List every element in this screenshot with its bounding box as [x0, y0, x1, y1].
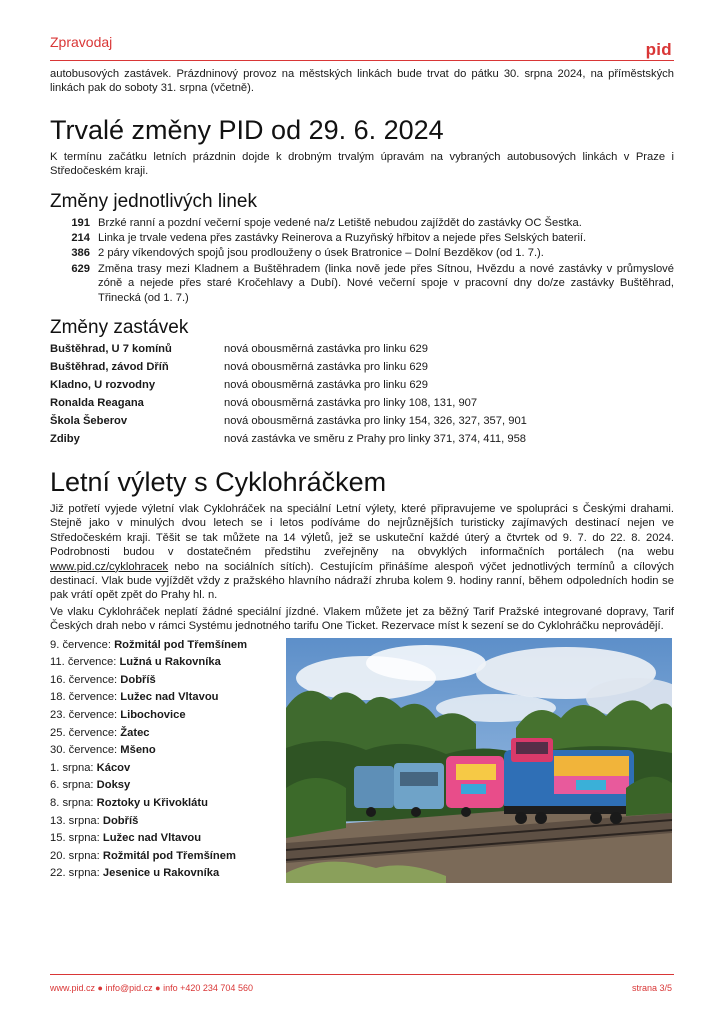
stop-name: Škola Šeberov	[50, 414, 128, 427]
trip-date: 9. července:	[50, 638, 111, 651]
trip-item	[50, 637, 290, 655]
trip-destination: Lužná u Rakovníka	[119, 656, 221, 669]
stop-description: nová obousměrná zastávka pro linky 108, 131, 907	[224, 396, 478, 409]
trip-date: 23. července:	[50, 709, 118, 722]
line-changes-heading: Změny jednotlivých linek	[50, 190, 257, 212]
page-number: strana 3/5	[631, 983, 672, 993]
trip-destination: Rožmitál pod Třemšínem	[114, 638, 248, 651]
trip-date: 8. srpna:	[50, 797, 94, 809]
trip-item	[50, 848, 290, 866]
trip-destination: Jesenice u Rakovníka	[102, 867, 220, 880]
trip-destination: Roztoky u Křivoklátu	[96, 797, 208, 809]
stop-name: Buštěhrad, závod Dříň	[50, 360, 169, 373]
summer-trips-paragraph	[50, 502, 674, 603]
trip-date: 30. července:	[50, 744, 118, 757]
stop-description: nová obousměrná zastávka pro linky 154, 326, 327, 357, 901	[224, 414, 527, 427]
footer-contacts	[50, 983, 253, 993]
line-change-text: Linka je trvale vedena přes zastávky Reinerova a Ruzyňský hřbitov a nejede přes Selských baterií.	[98, 232, 587, 245]
trip-date: 1. srpna:	[50, 761, 94, 774]
stop-description: nová zastávka ve směru z Prahy pro linky 371, 374, 411, 958	[224, 432, 527, 445]
trip-destination: Kácov	[96, 761, 131, 774]
trip-item	[50, 707, 290, 725]
trip-item	[50, 654, 290, 672]
summer-trips-heading: Letní výlety s Cyklohráčkem	[50, 467, 387, 497]
footer-separator: ●	[97, 983, 103, 993]
stop-name: Ronalda Reagana	[50, 396, 144, 409]
trip-date: 16. července:	[50, 673, 118, 686]
train-illustration	[286, 638, 672, 883]
trip-item	[50, 689, 290, 707]
trip-destination: Lužec nad Vltavou	[120, 691, 219, 704]
trip-item	[50, 795, 290, 813]
trip-item	[50, 742, 290, 760]
footer-separator: ●	[155, 983, 161, 993]
line-change-text: Brzké ranní a pozdní večerní spoje vedené na/z Letiště nebudou zajíždět do zastávky OC Šestka.	[98, 216, 582, 229]
header-section-title: Zpravodaj	[50, 34, 113, 50]
stop-description: nová obousměrná zastávka pro linku 629	[224, 343, 428, 356]
line-number: 629	[71, 262, 90, 275]
trip-date: 15. srpna:	[50, 832, 100, 845]
trip-destination: Libochovice	[120, 709, 186, 722]
pid-logo: pid	[645, 40, 672, 59]
fare-paragraph: Ve vlaku Cyklohráček neplatí žádné speciální jízdné. Vlakem můžete jet za běžný Tarif Pražské integrované dopravy, Tarif Českých drah nebo v rámci Systému jednotného tarifu One Ticket. Rezervace míst k sezení se do Cyklohráčku neprovádějí.	[50, 605, 674, 633]
trip-item	[50, 830, 290, 848]
trip-destination: Doksy	[96, 779, 131, 792]
trip-date: 22. srpna:	[50, 867, 100, 880]
trip-date: 6. srpna:	[50, 779, 94, 792]
trip-destination: Lužec nad Vltavou	[102, 832, 202, 845]
trip-item	[50, 865, 290, 883]
cyklohracek-train-photo	[286, 638, 672, 883]
summer-trips-text-b: nebo na sociálních sítích). Cestujícím přinášíme alespoň výčet jednotlivých termínů a cílových destinací. Vlak bude vyjíždět vždy z pražského hlavního nádraží zhruba kolem 9. hodiny ranní, během odpoledních hodin se pak vrátí opět zpět do Prahy hl. n.	[50, 560, 674, 602]
trip-item	[50, 777, 290, 795]
line-number: 386	[71, 247, 90, 260]
footer-web[interactable]: www.pid.cz	[50, 983, 96, 993]
stop-changes-heading: Změny zastávek	[50, 317, 189, 339]
line-changes-list	[50, 216, 674, 305]
trip-date: 18. července:	[50, 691, 118, 704]
line-number: 191	[71, 216, 90, 229]
trip-schedule-area	[50, 637, 674, 889]
footer-divider	[50, 974, 674, 975]
trip-destination: Dobříš	[120, 673, 156, 686]
trip-destination: Dobříš	[102, 814, 139, 827]
line-number: 214	[71, 232, 90, 245]
footer-email[interactable]: info@pid.cz	[105, 983, 153, 993]
trip-item	[50, 813, 290, 831]
trip-date: 11. července:	[50, 656, 117, 669]
trip-item	[50, 760, 290, 778]
intro-paragraph: autobusových zastávek. Prázdninový provoz na městských linkách bude trvat do pátku 30. srpna 2024, na příměstských linkách pak do soboty 31. srpna (včetně).	[50, 68, 674, 95]
stop-name: Zdiby	[50, 432, 80, 445]
permanent-changes-heading: Trvalé změny PID od 29. 6. 2024	[50, 114, 444, 145]
trip-destination: Žatec	[120, 726, 150, 739]
line-change-text: 2 páry víkendových spojů jsou prodlouženy o úsek Bratronice – Dolní Bezděkov (od 1. 7.).	[98, 247, 544, 260]
stop-description: nová obousměrná zastávka pro linku 629	[224, 360, 428, 373]
stop-name: Kladno, U rozvodny	[50, 378, 156, 391]
stop-changes-list	[50, 342, 674, 446]
trip-destination: Rožmitál pod Třemšínem	[102, 849, 236, 862]
trip-item	[50, 672, 290, 690]
footer-phone: info +420 234 704 560	[163, 983, 253, 993]
permanent-changes-intro: K termínu začátku letních prázdnin dojde k drobným trvalým úpravám na vybraných autobusových linkách v Praze i Středočeském kraji.	[50, 150, 674, 178]
line-change-text: Změna trasy mezi Kladnem a Buštěhradem (linka nově jede přes Sítnou, Hvězdu a nové zastávky v průmyslové zóně a nejede přes staré Kročehlavy a Dubí). Nové večerní spoje v pracovní dny do/ze zastávky Buštěhrad, Třinecká (od 1. 7.)	[98, 262, 674, 304]
page-content	[50, 67, 674, 889]
summer-trips-text-a: Již potřetí vyjede výletní vlak Cyklohráček na speciální Letní výlety, které připravujeme ve spolupráci s Českými drahami. Stejně jako v minulých dvou letech se i letos podíváme do nejrůznějších turisticky zajímavých destinací nejen ve Středočeském kraji. Těšit se tak můžete na 14 výletů, jež se uskuteční každé úterý a čtvrtek od 9. 7. do 22. 8. 2024. Podrobnosti budou v dostatečném předstihu zveřejněny na obvyklých informačních portálech (na webu	[50, 503, 674, 559]
trip-item	[50, 725, 290, 743]
trip-date: 20. srpna:	[50, 849, 100, 862]
trip-destination: Mšeno	[120, 744, 156, 757]
header-divider	[50, 60, 674, 61]
trip-schedule-list	[50, 637, 290, 883]
cyklohracek-link[interactable]: www.pid.cz/cyklohracek	[50, 560, 169, 573]
stop-name: Buštěhrad, U 7 komínů	[50, 343, 172, 356]
trip-date: 13. srpna:	[50, 814, 100, 827]
trip-date: 25. července:	[50, 726, 118, 739]
stop-description: nová obousměrná zastávka pro linku 629	[224, 378, 428, 391]
